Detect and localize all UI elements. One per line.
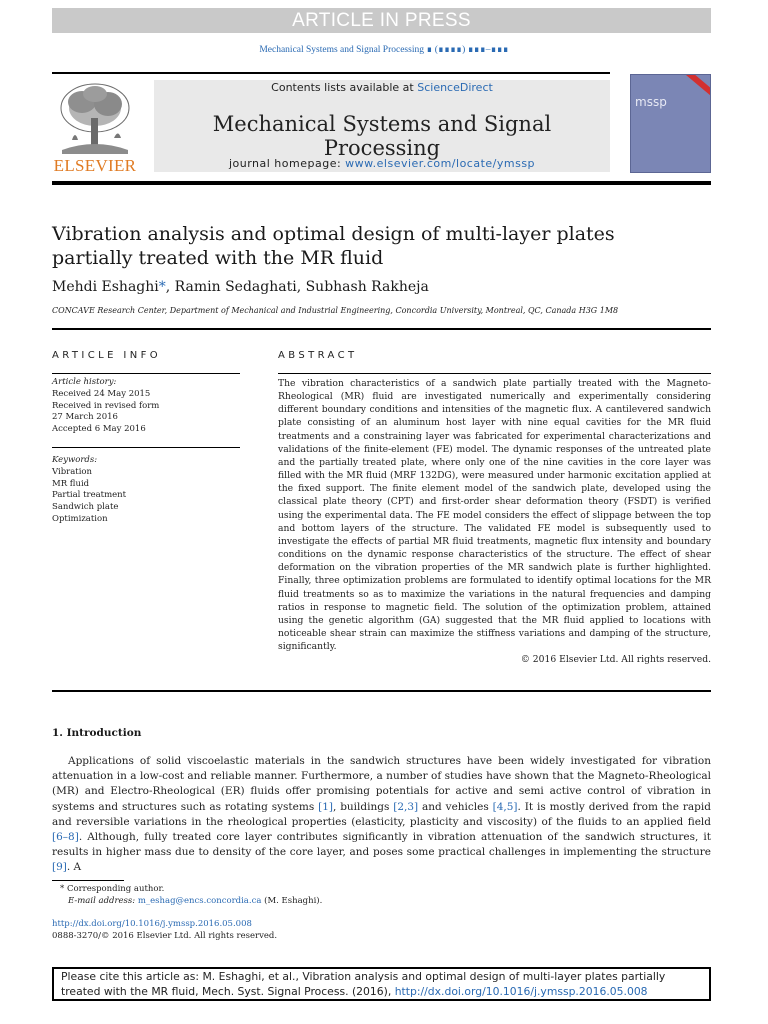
abstract-top-rule xyxy=(278,373,711,374)
keywords-label: Keywords: xyxy=(52,455,98,465)
author-list xyxy=(52,279,429,295)
article-history xyxy=(52,377,159,436)
homepage-link[interactable]: www.elsevier.com/locate/ymssp xyxy=(345,157,536,170)
history-line: Received in revised form xyxy=(52,400,160,411)
footnote-rule xyxy=(52,880,124,881)
citation-link[interactable]: [6–8] xyxy=(52,831,79,844)
homepage-line xyxy=(154,157,610,170)
keyword-item: Vibration xyxy=(52,466,93,477)
body-text: . A xyxy=(66,861,82,874)
citation-doi-link[interactable]: http://dx.doi.org/10.1016/j.ymssp.2016.05.008 xyxy=(394,984,648,998)
keyword-item: Partial treatment xyxy=(52,490,127,501)
keywords-rule xyxy=(52,447,240,448)
body-text: , buildings xyxy=(332,800,394,813)
keyword-item: Sandwich plate xyxy=(52,502,119,513)
contents-prefix: Contents lists available at xyxy=(271,81,418,94)
elsevier-wordmark: ELSEVIER xyxy=(53,156,137,175)
cover-ribbon xyxy=(679,74,711,99)
citation-box xyxy=(52,967,711,1001)
doi-link[interactable]: http://dx.doi.org/10.1016/j.ymssp.2016.05.008 xyxy=(52,919,252,929)
title-bottom-rule xyxy=(52,328,711,330)
cover-title: mssp xyxy=(635,95,667,109)
keywords xyxy=(52,455,126,526)
intro-paragraph xyxy=(52,754,711,876)
homepage-prefix: journal homepage: xyxy=(228,157,346,170)
abstract-copyright: © 2016 Elsevier Ltd. All rights reserved. xyxy=(520,654,711,665)
keyword-item: MR fluid xyxy=(52,478,90,489)
doi-line xyxy=(52,919,252,929)
header-top-rule xyxy=(52,72,610,74)
body-text: . It is mostly derived from the rapid and reversible variations in the rheological properties (elasticity, plasticity and viscosity) of the fluids to an applied field xyxy=(52,800,711,828)
citation-link[interactable]: [4,5] xyxy=(492,800,518,813)
history-line: 27 March 2016 xyxy=(52,412,118,423)
history-label: Article history: xyxy=(52,377,117,387)
article-title: Vibration analysis and optimal design of multi-layer plates partially treated with the MR fluid xyxy=(52,223,615,269)
section-heading: 1. Introduction xyxy=(52,727,142,739)
contents-line xyxy=(154,81,610,94)
citation-text: Please cite this article as: M. Eshaghi, et al., Vibration analysis and optimal design of multi-layer plates partially treated with the MR fluid, Mech. Syst. Signal Process. (2016), xyxy=(61,970,666,998)
history-line: Received 24 May 2015 xyxy=(52,388,151,399)
article-info-rule xyxy=(52,373,240,374)
email-link[interactable]: m_eshag@encs.concordia.ca xyxy=(137,896,262,906)
affiliation: CONCAVE Research Center, Department of Mechanical and Industrial Engineering, Concordia University, Montreal, QC, Canada H3G 1M8 xyxy=(52,306,619,315)
email-note xyxy=(68,896,322,906)
body-text: . Although, fully treated core layer contributes significantly in vibration attenuation of the sandwich structures, it results in higher mass due to density of the core layer, and poses some practical challenges in implementing the structure xyxy=(52,831,711,859)
journal-title: Mechanical Systems and Signal Processing xyxy=(212,112,552,160)
keyword-item: Optimization xyxy=(52,513,108,524)
author-name[interactable]: Mehdi Eshaghi xyxy=(52,279,159,295)
email-label: E-mail address: xyxy=(68,896,136,906)
corresponding-author-mark[interactable]: * xyxy=(158,279,166,295)
sciencedirect-link[interactable]: ScienceDirect xyxy=(417,81,493,94)
abstract-heading: ABSTRACT xyxy=(278,350,358,361)
journal-reference-link[interactable]: Mechanical Systems and Signal Processing ∎ (∎∎∎∎) ∎∎∎–∎∎∎ xyxy=(259,45,509,55)
citation-link[interactable]: [9] xyxy=(52,861,67,874)
body-text: and vehicles xyxy=(418,800,493,813)
body-text: Applications of solid viscoelastic materials in the sandwich structures have been widely investigated for vibration attenuation in a low-cost and reliable manner. Furthermore, a number of studies have shown that the Magneto-Rheological (MR) and Electro-Rheological (ER) fluids offer promising potentials for active and semi active control of vibration in systems and structures such as rotating systems xyxy=(52,755,711,813)
abstract-bottom-rule xyxy=(52,690,711,692)
abstract-text: The vibration characteristics of a sandwich plate partially treated with the Magneto-Rheological (MR) fluid are investigated numerically and experimentally considering different boundary conditions and intensities of the magnetic flux. A cantilevered sandwich plate consisting of an aluminum host layer with nine equal cavities for the MR fluid treatments and a constraining layer was fabricated for experimental characterizations and validations of the finite-element (FE) model. The dynamic responses of the untreated plate and the partially treated plate, where only one of the nine cavities in the core layer was filled with the MR fluid (MRF 132DG), were measured under harmonic excitation applied at the fixed support. The finite element model of the sandwich plate, developed using the classical plate theory (CPT) and first-order shear deformation theory (FSDT) is verified using the experimental data. The FE model considers the effect of slippage between the top and bottom layers of the structure. The validated FE model is subsequently used to investigate the effects of partial MR fluid treatments, magnetic flux intensity and boundary conditions on the dynamic response characteristics of the structure. The effect of shear deformation on the vibration properties of the MR sandwich plate is further highlighted. Finally, three optimization problems are formulated to identify optimal locations for the MR fluid treatments so as to maximize the variations in the natural frequencies and damping ratios in response to magnetic field. The solution of the optimization problem, attained using the genetic algorithm (GA) suggested that the MR fluid applied to locations with noticeable shear strain can maximize the stiffness variations and damping of the structure, significantly. xyxy=(278,378,711,653)
corresponding-author-note: * Corresponding author. xyxy=(60,884,165,894)
issn-line: 0888-3270/© 2016 Elsevier Ltd. All rights reserved. xyxy=(52,931,278,941)
citation-link[interactable]: [1] xyxy=(318,800,333,813)
journal-cover-image[interactable] xyxy=(630,74,711,173)
article-in-press-banner: ARTICLE IN PRESS xyxy=(52,8,711,33)
history-line: Accepted 6 May 2016 xyxy=(52,424,146,435)
journal-banner xyxy=(154,80,610,172)
other-authors[interactable]: , Ramin Sedaghati, Subhash Rakheja xyxy=(165,279,429,295)
header-bottom-rule xyxy=(52,181,711,185)
email-suffix: (M. Eshaghi). xyxy=(261,896,323,906)
article-info-heading: ARTICLE INFO xyxy=(52,350,162,361)
citation-link[interactable]: [2,3] xyxy=(393,800,419,813)
